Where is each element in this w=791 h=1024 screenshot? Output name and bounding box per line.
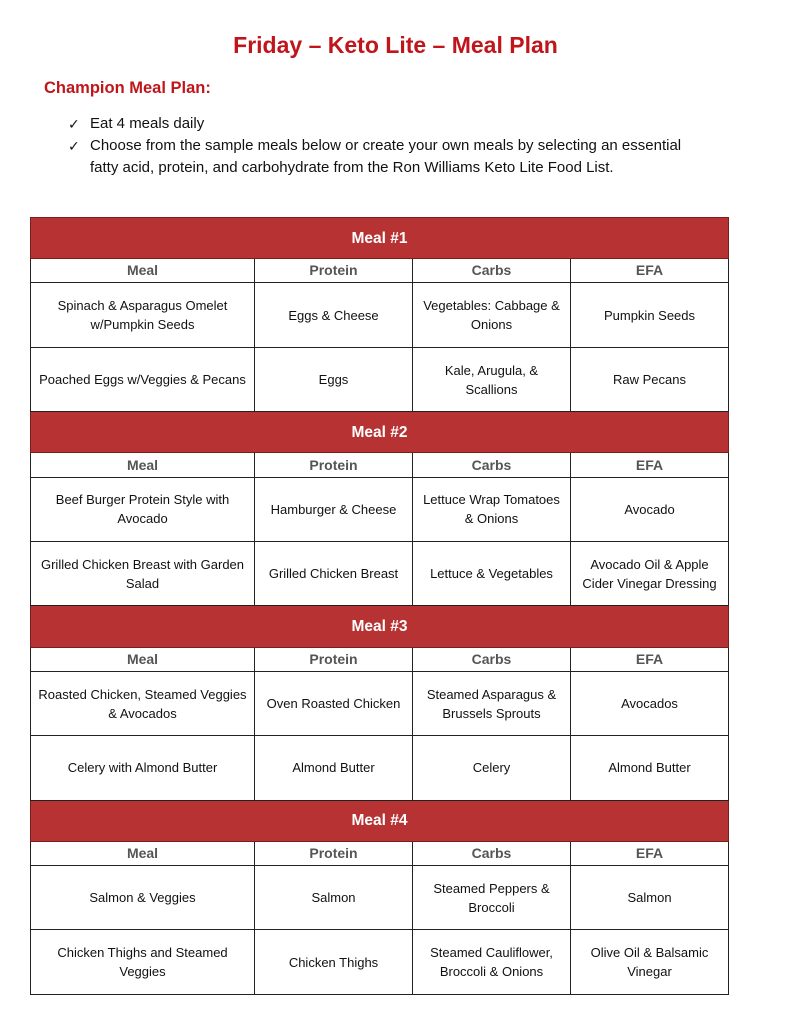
instruction-text: Choose from the sample meals below or create your own meals by selecting an essential fatty acid, protein, and carbohydrate from the Ron Williams Keto Lite Food List. bbox=[90, 137, 682, 176]
protein-cell: Almond Butter bbox=[255, 736, 413, 800]
carbs-cell: Steamed Peppers & Broccoli bbox=[413, 866, 571, 930]
column-header-meal: Meal bbox=[31, 259, 255, 283]
protein-cell: Grilled Chicken Breast bbox=[255, 542, 413, 606]
meal-header-row bbox=[31, 412, 729, 453]
protein-cell: Eggs & Cheese bbox=[255, 283, 413, 347]
checkmark-icon: ✓ bbox=[68, 116, 80, 132]
carbs-cell: Steamed Asparagus & Brussels Sprouts bbox=[413, 671, 571, 735]
efa-cell: Salmon bbox=[571, 866, 729, 930]
table-row bbox=[31, 283, 729, 347]
carbs-cell: Lettuce & Vegetables bbox=[413, 542, 571, 606]
table-row bbox=[31, 347, 729, 411]
column-header-meal: Meal bbox=[31, 647, 255, 671]
column-header-protein: Protein bbox=[255, 259, 413, 283]
meal-cell: Chicken Thighs and Steamed Veggies bbox=[31, 930, 255, 995]
column-header-meal: Meal bbox=[31, 453, 255, 477]
carbs-cell: Kale, Arugula, & Scallions bbox=[413, 347, 571, 411]
meal-heading: Meal #1 bbox=[31, 218, 729, 259]
carbs-cell: Celery bbox=[413, 736, 571, 800]
column-header-protein: Protein bbox=[255, 841, 413, 865]
meal-header-row bbox=[31, 800, 729, 841]
meal-cell: Beef Burger Protein Style with Avocado bbox=[31, 477, 255, 541]
column-header-row bbox=[31, 453, 729, 477]
table-row bbox=[31, 930, 729, 995]
column-header-protein: Protein bbox=[255, 647, 413, 671]
column-header-protein: Protein bbox=[255, 453, 413, 477]
instruction-item bbox=[68, 113, 688, 135]
carbs-cell: Steamed Cauliflower, Broccoli & Onions bbox=[413, 930, 571, 995]
table-row bbox=[31, 671, 729, 735]
meal-cell: Spinach & Asparagus Omelet w/Pumpkin Seeds bbox=[31, 283, 255, 347]
instruction-item bbox=[68, 135, 688, 179]
efa-cell: Pumpkin Seeds bbox=[571, 283, 729, 347]
meal-cell: Grilled Chicken Breast with Garden Salad bbox=[31, 542, 255, 606]
instruction-list bbox=[68, 113, 688, 179]
efa-cell: Avocado Oil & Apple Cider Vinegar Dressing bbox=[571, 542, 729, 606]
efa-cell: Avocado bbox=[571, 477, 729, 541]
protein-cell: Salmon bbox=[255, 866, 413, 930]
protein-cell: Hamburger & Cheese bbox=[255, 477, 413, 541]
efa-cell: Raw Pecans bbox=[571, 347, 729, 411]
efa-cell: Avocados bbox=[571, 671, 729, 735]
meal-header-row bbox=[31, 218, 729, 259]
protein-cell: Eggs bbox=[255, 347, 413, 411]
protein-cell: Oven Roasted Chicken bbox=[255, 671, 413, 735]
efa-cell: Almond Butter bbox=[571, 736, 729, 800]
column-header-carbs: Carbs bbox=[413, 259, 571, 283]
table-row bbox=[31, 477, 729, 541]
plan-subtitle: Champion Meal Plan: bbox=[44, 79, 211, 97]
page-title: Friday – Keto Lite – Meal Plan bbox=[233, 32, 558, 58]
checkmark-icon: ✓ bbox=[68, 138, 80, 154]
protein-cell: Chicken Thighs bbox=[255, 930, 413, 995]
column-header-row bbox=[31, 259, 729, 283]
meal-cell: Roasted Chicken, Steamed Veggies & Avocados bbox=[31, 671, 255, 735]
column-header-efa: EFA bbox=[571, 259, 729, 283]
carbs-cell: Vegetables: Cabbage & Onions bbox=[413, 283, 571, 347]
column-header-carbs: Carbs bbox=[413, 841, 571, 865]
meal-heading: Meal #4 bbox=[31, 800, 729, 841]
meal-header-row bbox=[31, 606, 729, 647]
table-row bbox=[31, 866, 729, 930]
meal-heading: Meal #3 bbox=[31, 606, 729, 647]
meal-cell: Celery with Almond Butter bbox=[31, 736, 255, 800]
column-header-efa: EFA bbox=[571, 453, 729, 477]
column-header-carbs: Carbs bbox=[413, 647, 571, 671]
table-row bbox=[31, 542, 729, 606]
column-header-efa: EFA bbox=[571, 647, 729, 671]
meal-cell: Salmon & Veggies bbox=[31, 866, 255, 930]
table-row bbox=[31, 736, 729, 800]
instruction-text: Eat 4 meals daily bbox=[90, 115, 205, 132]
meal-cell: Poached Eggs w/Veggies & Pecans bbox=[31, 347, 255, 411]
column-header-meal: Meal bbox=[31, 841, 255, 865]
meal-plan-table bbox=[30, 217, 729, 995]
column-header-carbs: Carbs bbox=[413, 453, 571, 477]
column-header-row bbox=[31, 647, 729, 671]
carbs-cell: Lettuce Wrap Tomatoes & Onions bbox=[413, 477, 571, 541]
column-header-row bbox=[31, 841, 729, 865]
meal-heading: Meal #2 bbox=[31, 412, 729, 453]
efa-cell: Olive Oil & Balsamic Vinegar bbox=[571, 930, 729, 995]
column-header-efa: EFA bbox=[571, 841, 729, 865]
